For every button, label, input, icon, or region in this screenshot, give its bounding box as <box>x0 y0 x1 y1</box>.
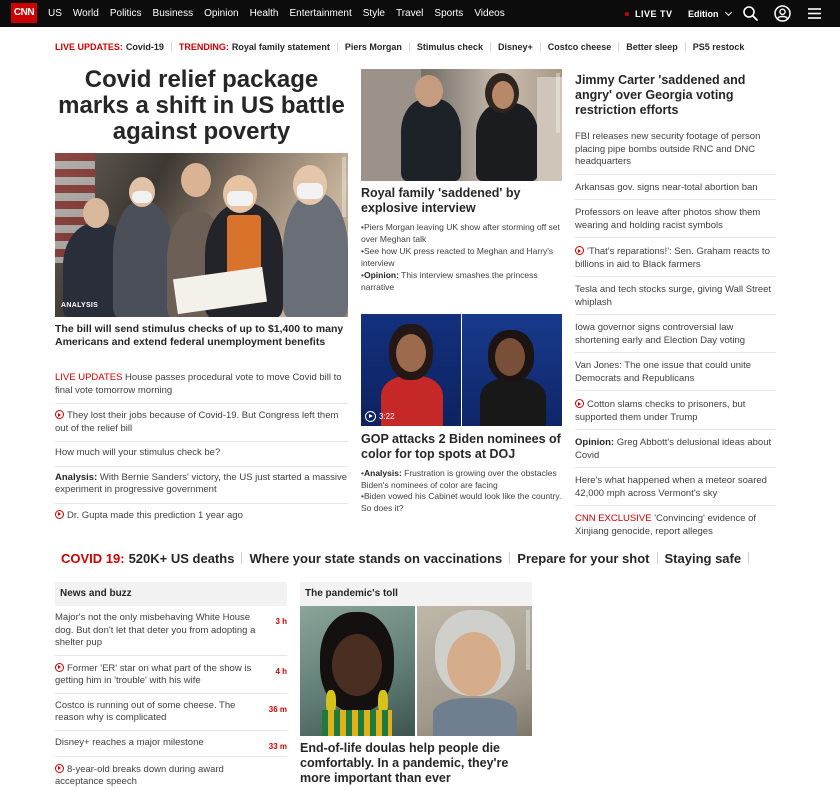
trending-topic[interactable]: Royal family statement <box>231 42 330 52</box>
figure-head <box>181 163 211 197</box>
topic-link[interactable]: Disney+ <box>497 42 533 52</box>
list-item[interactable] <box>575 243 776 277</box>
list-item[interactable] <box>55 659 287 694</box>
nav-links <box>48 0 516 27</box>
royal-image[interactable] <box>361 69 562 181</box>
duration-label: 3:22 <box>379 412 395 421</box>
chevron-down-icon <box>724 8 731 15</box>
figure-clothing <box>322 710 392 736</box>
timestamp: 33 m <box>268 741 287 751</box>
photo-credit <box>526 610 530 670</box>
play-icon <box>55 663 64 672</box>
play-icon <box>575 246 584 255</box>
nav-link-business[interactable]: Business <box>152 8 194 19</box>
list-item[interactable]: •Piers Morgan leaving UK show after storming off set over Meghan talk <box>361 222 560 244</box>
list-item-text: Van Jones: The one issue that could unite Democrats and Republicans <box>575 360 752 384</box>
list-item[interactable]: •Biden vowed his Cabinet would look like the country. So does it? <box>361 491 562 513</box>
topic-link[interactable]: Piers Morgan <box>344 42 402 52</box>
exclusive-tag: CNN EXCLUSIVE <box>575 513 652 524</box>
nav-link-world[interactable]: World <box>72 8 99 19</box>
photo-credit <box>556 73 560 133</box>
list-item-text: Arkansas gov. signs near-total abortion ban <box>575 181 758 193</box>
list-item[interactable] <box>55 442 348 467</box>
nav-link-us[interactable]: US <box>48 8 62 19</box>
divider <box>685 42 686 52</box>
topic-link[interactable]: Costco cheese <box>547 42 612 52</box>
nav-link-videos[interactable]: Videos <box>474 8 505 19</box>
list-item-text: See how UK press reacted to Meghan and Harry's interview <box>361 246 554 268</box>
divider <box>618 42 619 52</box>
figure <box>283 193 348 317</box>
image-left <box>361 314 461 426</box>
divider <box>171 42 172 52</box>
play-icon <box>55 764 64 773</box>
figure-head <box>492 81 514 109</box>
figure-head <box>83 198 109 228</box>
breaking-bar <box>55 41 744 53</box>
divider <box>337 42 338 52</box>
figure-head <box>447 632 501 696</box>
list-item-text: Greg Abbott's delusional ideas about Covid <box>575 437 772 461</box>
pandemic-toll-headline[interactable]: End-of-life doulas help people die comfortably. In a pandemic, they're more important than ever <box>300 741 509 785</box>
list-item-text: Costco is running out of some cheese. The reason why is complicated <box>55 699 236 723</box>
figure <box>401 99 461 181</box>
doj-headline[interactable]: GOP attacks 2 Biden nominees of color for top spots at DOJ <box>361 432 561 461</box>
nav-link-style[interactable]: Style <box>362 8 385 19</box>
doj-video-image[interactable] <box>361 314 562 426</box>
list-item-text: House passes procedural vote to move Covid bill to final vote tomorrow morning <box>55 372 342 396</box>
divider <box>748 552 749 564</box>
figure-head <box>396 334 426 372</box>
image-right <box>417 606 532 736</box>
list-item-text: How much will your stimulus check be? <box>55 447 221 458</box>
account-icon[interactable] <box>774 5 791 22</box>
image-left <box>300 606 415 736</box>
list-item[interactable] <box>55 760 287 791</box>
figure-head <box>495 338 525 376</box>
list-item-text: With Bernie Sanders' victory, the US just started a massive experiment in progressive government <box>55 471 348 495</box>
nav-link-opinion[interactable]: Opinion <box>204 8 239 19</box>
news-buzz-list <box>55 609 287 791</box>
figure-clothing <box>433 698 517 736</box>
list-item[interactable] <box>575 511 776 543</box>
live-updates-topic[interactable]: Covid-19 <box>125 42 164 52</box>
list-item[interactable] <box>55 467 348 504</box>
list-item[interactable] <box>575 396 776 430</box>
nav-link-sports[interactable]: Sports <box>434 8 464 19</box>
figure <box>476 103 538 181</box>
list-item[interactable] <box>575 358 776 391</box>
lead-image[interactable] <box>55 153 348 317</box>
topic-link[interactable]: Better sleep <box>626 42 678 52</box>
timestamp: 4 h <box>275 666 287 676</box>
trending-label: TRENDING: <box>178 42 229 52</box>
figure <box>113 201 173 317</box>
list-item[interactable] <box>55 609 287 656</box>
list-item[interactable] <box>575 435 776 468</box>
list-item-text: Piers Morgan leaving UK show after storming off set over Meghan talk <box>361 222 560 244</box>
list-item-text: Tesla and tech stocks surge, giving Wall Street whiplash <box>575 284 772 308</box>
list-item[interactable]: •See how UK press reacted to Meghan and Harry's interview <box>361 246 554 268</box>
list-item[interactable] <box>575 180 776 201</box>
list-item-text: 'Convincing' evidence of Xinjiang genocide, report alleges <box>575 513 757 537</box>
covid-link[interactable]: Where your state stands on vaccinations <box>249 550 503 566</box>
analysis-badge: ANALYSIS <box>61 302 99 309</box>
lead-headline[interactable]: Covid relief package marks a shift in US battle against poverty <box>58 66 345 145</box>
mask <box>297 183 323 199</box>
list-item-text: Dr. Gupta made this prediction 1 year ago <box>67 509 243 521</box>
list-item[interactable] <box>55 404 348 442</box>
list-item-text: Professors on leave after photos show them wearing and holding racist symbols <box>575 207 761 231</box>
list-item[interactable] <box>575 473 776 506</box>
figure-head <box>332 634 382 696</box>
divider <box>409 42 410 52</box>
list-item-text: Former 'ER' star on what part of the show is getting him in 'trouble' with his wife <box>55 662 252 686</box>
mask <box>132 191 152 203</box>
list-item-content <box>55 763 267 789</box>
list-item-text: They lost their jobs because of Covid-19. But Congress left them out of the relief bill <box>55 410 339 434</box>
opinion-tag: Opinion: <box>575 437 615 448</box>
covid-bar <box>61 550 756 566</box>
latest-news-list <box>575 129 776 548</box>
video-duration <box>365 411 395 422</box>
play-icon <box>365 411 376 422</box>
carter-headline[interactable]: Jimmy Carter 'saddened and angry' over Georgia voting restriction efforts <box>575 73 746 117</box>
lead-caption[interactable]: The bill will send stimulus checks of up to $1,400 to many Americans and extend federal unemployment benefits <box>55 323 344 348</box>
cnn-logo[interactable]: CNN <box>11 3 37 23</box>
figure-head <box>415 75 443 107</box>
opinion-tag: Opinion: <box>363 270 399 280</box>
photo-credit <box>342 157 346 217</box>
timestamp: 3 h <box>275 617 287 626</box>
pandemic-toll-header: The pandemic's toll <box>300 582 532 606</box>
play-icon <box>55 410 64 419</box>
live-updates-tag: LIVE UPDATES <box>55 372 123 383</box>
doj-sublist <box>361 468 562 514</box>
list-item-text: Cotton slams checks to prisoners, but supported them under Trump <box>575 399 746 423</box>
nav-link-health[interactable]: Health <box>249 8 279 19</box>
topic-link[interactable]: Stimulus check <box>416 42 483 52</box>
edition-label: Edition <box>688 8 719 19</box>
image-right <box>462 314 562 426</box>
list-item-text: Biden vowed his Cabinet would look like the country. So does it? <box>361 491 562 513</box>
list-item-text: Here's what happened when a meteor soared 42,000 mph across Vermont's sky <box>575 475 767 499</box>
list-item-text: 'That's reparations!': Sen. Graham reacts to billions in aid to Black farmers <box>575 246 770 270</box>
top-nav <box>0 0 840 27</box>
covid-link[interactable]: Prepare for your shot <box>517 550 650 566</box>
timestamp: 36 m <box>268 704 287 714</box>
list-item[interactable] <box>55 504 348 529</box>
covid-link[interactable]: 520K+ US deaths <box>128 550 235 566</box>
nav-link-politics[interactable]: Politics <box>109 8 142 19</box>
live-updates-label: LIVE UPDATES: <box>55 42 123 52</box>
list-item[interactable] <box>55 368 348 404</box>
list-item-text: Major's not the only misbehaving White House dog. But don't let that deter you from adopting a shelter pup <box>55 612 256 648</box>
list-item[interactable]: •Opinion: This interview smashes the princess narrative <box>361 270 538 292</box>
mask <box>227 191 253 206</box>
pandemic-toll-image[interactable] <box>300 606 532 736</box>
live-dot-icon <box>625 12 629 16</box>
list-item[interactable] <box>55 697 287 731</box>
list-item[interactable] <box>575 282 776 315</box>
list-item[interactable] <box>55 734 287 757</box>
live-tv-label: LIVE TV <box>635 8 673 19</box>
list-item-text: FBI releases new security footage of person placing pipe bombs outside RNC and DNC headquarters <box>575 131 761 167</box>
list-item[interactable] <box>575 129 776 175</box>
divider <box>509 552 510 564</box>
divider <box>540 42 541 52</box>
divider <box>657 552 658 564</box>
list-item[interactable] <box>575 320 776 353</box>
lead-story-list <box>55 368 348 528</box>
nav-link-travel[interactable]: Travel <box>395 8 424 19</box>
list-item-text: This interview smashes the princess narrative <box>361 270 538 292</box>
divider <box>241 552 242 564</box>
covid-link[interactable]: Staying safe <box>664 550 742 566</box>
figure <box>480 378 546 426</box>
list-item[interactable]: •Analysis: Frustration is growing over the obstacles Biden's nominees of color are facing <box>361 468 557 490</box>
divider <box>490 42 491 52</box>
list-item-text: 8-year-old breaks down during award acceptance speech <box>55 763 224 787</box>
list-item-text: Iowa governor signs controversial law shortening early and Election Day voting <box>575 322 746 346</box>
covid-label: COVID 19: <box>61 550 125 566</box>
list-item[interactable] <box>575 205 776 238</box>
play-icon <box>575 399 584 408</box>
edition-dropdown[interactable] <box>688 0 731 27</box>
royal-sublist <box>361 222 562 294</box>
analysis-tag: Analysis: <box>363 468 402 478</box>
analysis-tag: Analysis: <box>55 471 98 483</box>
live-tv-link[interactable] <box>625 0 673 27</box>
orange-tie <box>227 215 261 275</box>
list-item-text: Disney+ reaches a major milestone <box>55 736 204 748</box>
topic-link[interactable]: PS5 restock <box>692 42 745 52</box>
list-item-text: Frustration is growing over the obstacles Biden's nominees of color are facing <box>361 468 557 490</box>
nav-link-entertainment[interactable]: Entertainment <box>289 8 352 19</box>
list-item-content <box>55 662 267 688</box>
menu-icon[interactable] <box>806 5 823 22</box>
news-buzz-header: News and buzz <box>55 582 287 606</box>
play-icon <box>55 510 64 519</box>
royal-headline[interactable]: Royal family 'saddened' by explosive interview <box>361 186 521 215</box>
search-icon[interactable] <box>742 5 759 22</box>
